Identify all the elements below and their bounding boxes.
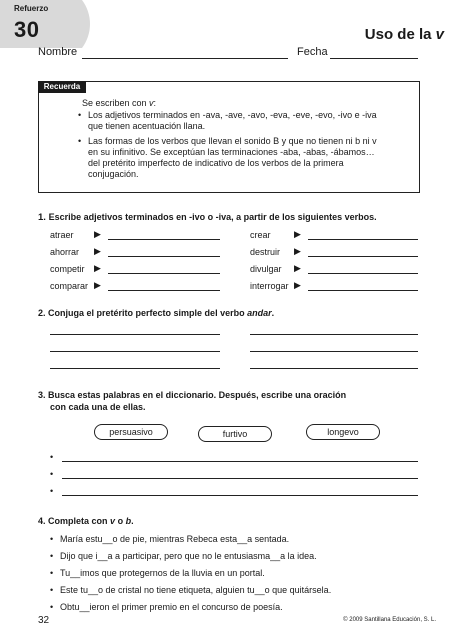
q2-answer-left-2[interactable]	[50, 351, 220, 352]
word-box-furtivo: furtivo	[198, 426, 272, 442]
q1-verb-left-3: competir	[50, 264, 85, 274]
q1-verb-right-1: crear	[250, 230, 271, 240]
arrow-right-icon: ▶	[294, 263, 301, 273]
q3-heading-line2: con cada una de ellas.	[50, 402, 146, 412]
arrow-right-icon: ▶	[94, 263, 101, 273]
recuerda-tab: Recuerda	[38, 81, 86, 93]
q2-answer-right-2[interactable]	[250, 351, 418, 352]
q1-answer-right-3[interactable]	[308, 273, 418, 274]
nombre-line[interactable]	[82, 58, 288, 59]
bullet-icon: •	[50, 568, 54, 578]
word-box-persuasivo: persuasivo	[94, 424, 168, 440]
q3-answer-2[interactable]	[62, 478, 418, 479]
q1-verb-left-2: ahorrar	[50, 247, 80, 257]
arrow-right-icon: ▶	[294, 229, 301, 239]
arrow-right-icon: ▶	[94, 229, 101, 239]
q1-verb-right-2: destruir	[250, 247, 281, 257]
arrow-right-icon: ▶	[294, 246, 301, 256]
nombre-label: Nombre	[38, 46, 78, 58]
q2-answer-left-3[interactable]	[50, 368, 220, 369]
q1-answer-left-3[interactable]	[108, 273, 220, 274]
bullet-icon: •	[50, 551, 54, 561]
q4-sentence-1: María estu__o de pie, mientras Rebeca esta__a sentada.	[60, 534, 290, 544]
q4-sentence-3: Tu__imos que protegernos de la lluvia en un portal.	[60, 568, 265, 578]
recuerda-bullet-2-line4: conjugación.	[88, 169, 139, 179]
bullet-icon: •	[50, 585, 54, 595]
q1-verb-right-3: divulgar	[250, 264, 282, 274]
q3-answer-1[interactable]	[62, 461, 418, 462]
q1-answer-right-2[interactable]	[308, 256, 418, 257]
q2-answer-left-1[interactable]	[50, 334, 220, 335]
word-box-longevo: longevo	[306, 424, 380, 440]
q4-sentence-2: Dijo que i__a a participar, pero que no le entusiasma__a la idea.	[60, 551, 317, 561]
recuerda-bullet-2-line1: Las formas de los verbos que llevan el sonido B y que no tienen ni b ni v	[88, 136, 377, 146]
bullet-icon: •	[50, 452, 54, 462]
recuerda-intro: Se escriben con v:	[82, 98, 157, 108]
copyright: © 2009 Santillana Educación, S. L.	[343, 617, 436, 623]
q4-sentence-5: Obtu__ieron el primer premio en el concurso de poesía.	[60, 602, 283, 612]
q1-answer-left-4[interactable]	[108, 290, 220, 291]
arrow-right-icon: ▶	[94, 246, 101, 256]
page-title: Uso de la v	[364, 26, 444, 43]
q1-heading: 1. Escribe adjetivos terminados en -ivo o -iva, a partir de los siguientes verbos.	[38, 212, 377, 223]
q4-heading: 4. Completa con v o b.	[38, 516, 134, 526]
q1-answer-right-4[interactable]	[308, 290, 418, 291]
arrow-right-icon: ▶	[94, 280, 101, 290]
q1-answer-left-1[interactable]	[108, 239, 220, 240]
q4-sentence-4: Este tu__o de cristal no tiene etiqueta, alguien tu__o que quitársela.	[60, 585, 332, 595]
bullet-icon: •	[78, 136, 82, 146]
q1-verb-left-4: comparar	[50, 281, 89, 291]
bullet-icon: •	[50, 486, 54, 496]
refuerzo-label: Refuerzo	[14, 4, 49, 13]
recuerda-bullet-1-line2: que tienen acentuación llana.	[88, 121, 206, 131]
bullet-icon: •	[50, 469, 54, 479]
q2-heading: 2. Conjuga el pretérito perfecto simple del verbo andar.	[38, 308, 275, 318]
q1-answer-right-1[interactable]	[308, 239, 418, 240]
recuerda-bullet-2-line2: en su infinitivo. Se exceptúan las terminaciones -aba, -abas, -ábamos…	[88, 147, 375, 157]
fecha-label: Fecha	[297, 46, 328, 58]
q3-heading-line1: 3. Busca estas palabras en el diccionario. Después, escribe una oración	[38, 390, 347, 400]
q1-verb-right-4: interrogar	[250, 281, 289, 291]
recuerda-bullet-2-line3: del pretérito imperfecto de indicativo de los verbos de la primera	[88, 158, 344, 168]
page-number: 32	[38, 615, 50, 626]
fecha-line[interactable]	[330, 58, 418, 59]
bullet-icon: •	[50, 602, 54, 612]
bullet-icon: •	[78, 110, 82, 120]
q3-answer-3[interactable]	[62, 495, 418, 496]
arrow-right-icon: ▶	[294, 280, 301, 290]
q1-verb-left-1: atraer	[50, 230, 74, 240]
q1-answer-left-2[interactable]	[108, 256, 220, 257]
q2-answer-right-1[interactable]	[250, 334, 418, 335]
sheet-number: 30	[14, 17, 40, 42]
recuerda-bullet-1-line1: Los adjetivos terminados en -ava, -ave, -avo, -eva, -eve, -evo, -ivo e -iva	[88, 110, 377, 120]
q2-answer-right-3[interactable]	[250, 368, 418, 369]
bullet-icon: •	[50, 534, 54, 544]
